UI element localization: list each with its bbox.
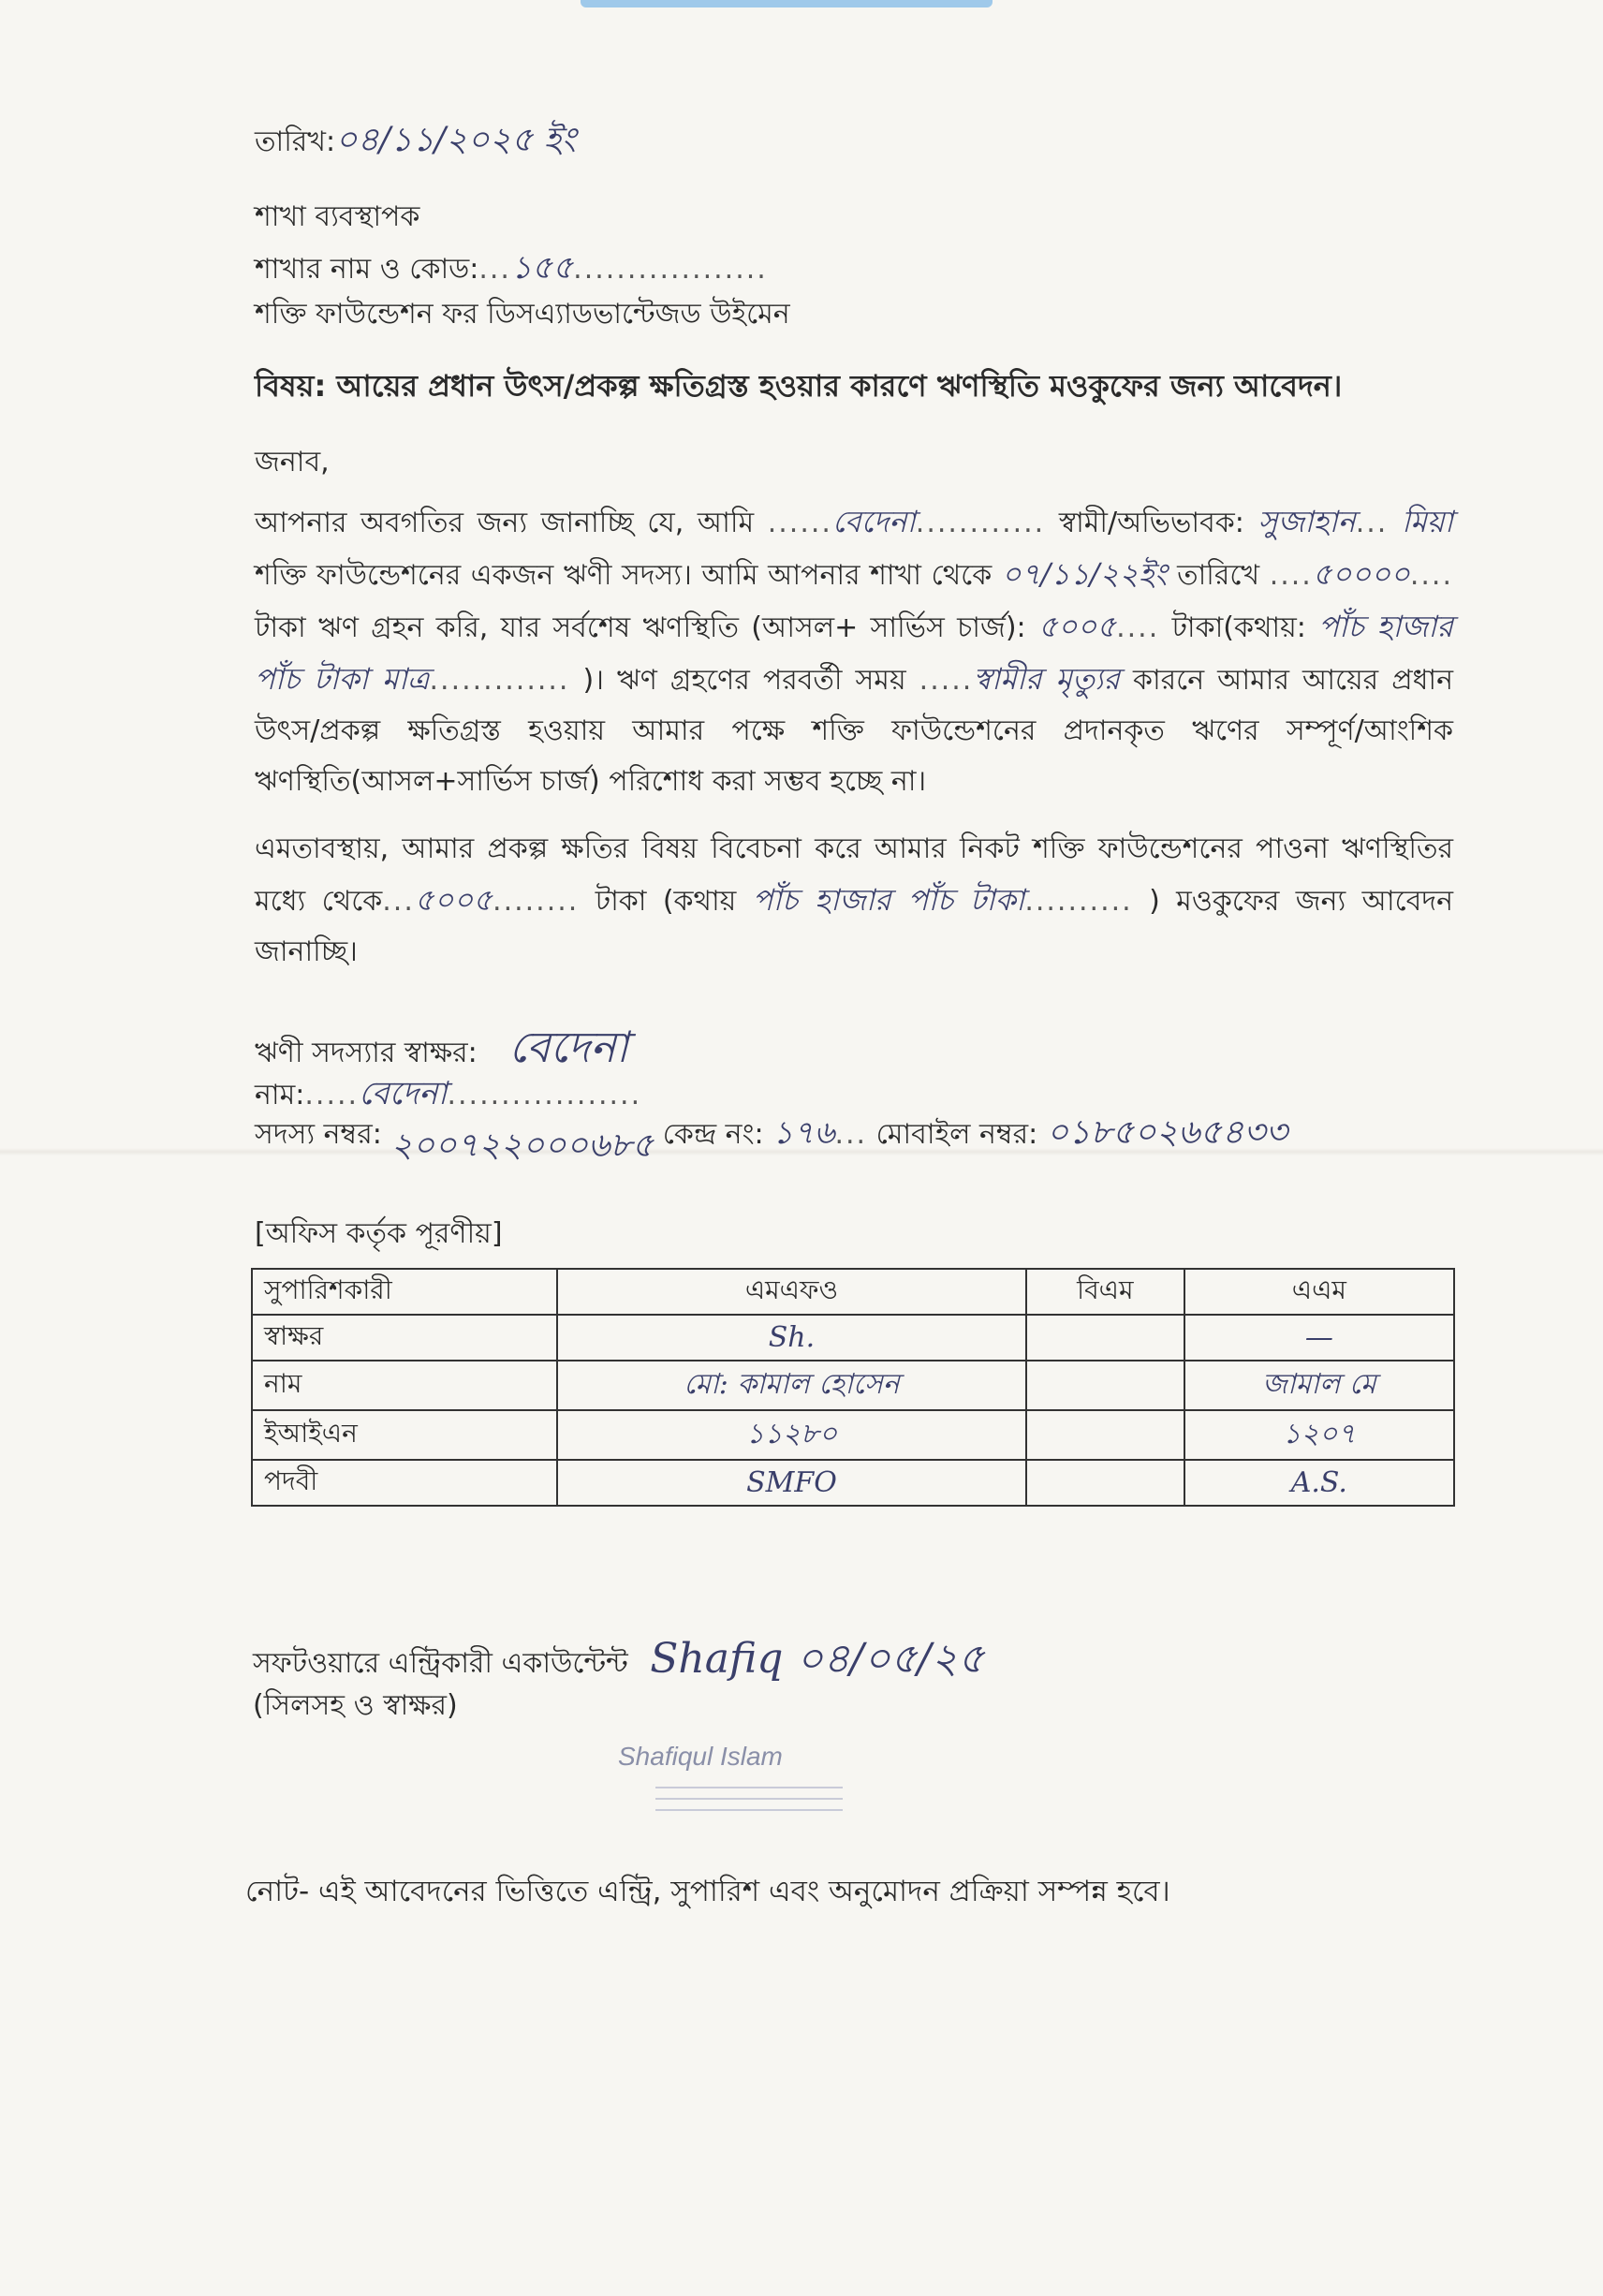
p1-text-h: কারনে আমার আয়ের প্রধান উৎস/প্রকল্প ক্ষতিগ্রস্ত হওয়ায় আমার পক্ষে শক্তি ফাউন্ডেশনের প্রদানকৃত ঋণের সম্পূর্ণ/আংশিক ঋণস্থিতি(আসল+সার্ভিস চার্জ) পরিশোধ করা সম্ভব হচ্ছে না। <box>255 664 1454 798</box>
accountant-line <box>253 1635 985 1683</box>
p1-text-d: তারিখে <box>1177 559 1260 592</box>
balance-hand: ৫০০৫ <box>1037 609 1117 644</box>
addressee-title: শাখা ব্যবস্থাপক <box>255 200 420 233</box>
kendra-number-hand: ১৭৬ <box>772 1114 835 1152</box>
row-label: নাম <box>252 1361 557 1410</box>
bm-ein <box>1026 1410 1184 1460</box>
branch-line: শাখার নাম ও কোড:...১৫৫.................. <box>255 249 768 287</box>
mfo-signature: Sh. <box>557 1315 1026 1361</box>
waive-amount-hand: ৫০০৫ <box>414 882 493 918</box>
date-value: ০৪/১১/২০২৫ ইং <box>335 121 577 159</box>
member-name-line: নাম:.....বেদেনা.................. <box>255 1075 642 1112</box>
office-table-header <box>252 1269 1454 1315</box>
body-paragraph-2: এমতাবস্থায়, আমার প্রকল্প ক্ষতির বিষয় বিবেচনা করে আমার নিকট শক্তি ফাউন্ডেশনের পাওনা ঋণস্থিতির মধ্যে থেকে...৫০০৫........ টাকা (কথায় পাঁচ হাজার পাঁচ টাকা.......... ) মওকুফের জন্য আবেদন জানাচ্ছি। <box>255 832 1453 968</box>
office-section-title: [অফিস কর্তৃক পূরণীয়] <box>255 1217 503 1250</box>
salutation: জনাব, <box>255 446 330 478</box>
balance-words-hand: পাঁচ হাজার পাঁচ টাকা মাত্র <box>255 609 1453 697</box>
am-ein: ১২০৭ <box>1184 1410 1454 1460</box>
body-paragraph-1: আপনার অবগতির জন্য জানাচ্ছি যে, আমি ......বেদেনা............ স্বামী/অভিভাবক: সুজাহান... মিয়া শক্তি ফাউন্ডেশনের একজন ঋণী সদস্য। আমি আপনার শাখা থেকে ০৭/১১/২২ইং তারিখে ....৫০০০০.... টাকা ঋণ গ্রহন করি, যার সর্বশেষ ঋণস্থিতি (আসল+ সার্ভিস চার্জ): ৫০০৫.... টাকা(কথায়: পাঁচ হাজার পাঁচ টাকা মাত্র............. )। ঋণ গ্রহণের পরবর্তী সময় .....স্বামীর মৃত্যুর কারনে আমার আয়ের প্রধান উৎস/প্রকল্প ক্ষতিগ্রস্ত হওয়ায় আমার পক্ষে শক্তি ফাউন্ডেশনের প্রদানকৃত ঋণের সম্পূর্ণ/আংশিক ঋণস্থিতি(আসল+সার্ভিস চার্জ) পরিশোধ করা সম্ভব হচ্ছে না। <box>255 504 1454 798</box>
am-name: জামাল মে <box>1184 1361 1454 1410</box>
subject-line: বিষয়: আয়ের প্রধান উৎস/প্রকল্প ক্ষতিগ্রস্ত হওয়ার কারণে ঋণস্থিতি মওকুফের জন্য আবেদন। <box>255 368 1343 404</box>
bm-signature <box>1026 1315 1184 1361</box>
mfo-name: মো: কামাল হোসেন <box>557 1361 1026 1410</box>
table-row <box>252 1460 1454 1506</box>
footer-note: নোট- এই আবেদনের ভিত্তিতে এন্ট্রি, সুপারিশ এবং অনুমোদন প্রক্রিয়া সম্পন্ন হবে। <box>245 1875 1170 1908</box>
row-label: স্বাক্ষর <box>252 1315 557 1361</box>
office-header-cell: সুপারিশকারী <box>252 1269 557 1315</box>
p2-text-b: টাকা (কথায় <box>595 885 737 918</box>
member-name-label: নাম: <box>255 1079 305 1111</box>
p2-text-a: এমতাবস্থায়, আমার প্রকল্প ক্ষতির বিষয় বিবেচনা করে আমার নিকট শক্তি ফাউন্ডেশনের পাওনা ঋণস্থিতির মধ্যে থেকে <box>255 832 1453 918</box>
table-row <box>252 1410 1454 1460</box>
p1-text-g: )। ঋণ গ্রহণের পরবর্তী সময় <box>582 664 906 697</box>
p1-text-c: শক্তি ফাউন্ডেশনের একজন ঋণী সদস্য। আমি আপনার শাখা থেকে <box>255 559 993 592</box>
accountant-stamp: Shafiqul Islam <box>618 1742 783 1771</box>
applicant-name-hand: বেদেনা <box>831 504 916 539</box>
stamp-faded-lines <box>655 1777 843 1820</box>
member-number-line: সদস্য নম্বর: ২০০৭২২০০০৬৮৫ কেন্দ্র নং: ১৭৬... মোবাইল নম্বর: ০১৮৫০২৬৫৪৩৩ <box>255 1113 1287 1165</box>
p1-text-b: স্বামী/অভিভাবক: <box>1058 507 1244 539</box>
loan-amount-hand: ৫০০০০ <box>1312 556 1410 592</box>
bm-name <box>1026 1361 1184 1410</box>
branch-label: শাখার নাম ও কোড: <box>255 253 479 286</box>
date-line <box>255 122 576 161</box>
member-number-label: সদস্য নম্বর: <box>255 1118 382 1151</box>
office-header-cell: এমএফও <box>557 1269 1026 1315</box>
member-name-hand: বেদেনা <box>359 1075 448 1112</box>
branch-code: ১৫৫ <box>510 249 574 287</box>
mobile-label: মোবাইল নম্বর: <box>875 1118 1038 1151</box>
p1-text-f: টাকা(কথায়: <box>1171 611 1306 644</box>
table-row <box>252 1315 1454 1361</box>
mfo-designation: SMFO <box>557 1460 1026 1506</box>
member-signature-line <box>255 1022 629 1072</box>
p2-text-c: ) মওকুফের জন্য আবেদন জানাচ্ছি। <box>255 885 1453 968</box>
date-label: তারিখ: <box>255 125 336 158</box>
office-header-cell: এএম <box>1184 1269 1454 1315</box>
loan-date-hand: ০৭/১১/২২ইং <box>1001 556 1168 592</box>
waive-words-hand: পাঁচ হাজার পাঁচ টাকা <box>752 882 1025 918</box>
accountant-label: সফটওয়ারে এন্ট্রিকারী একাউন্টেন্ট <box>253 1647 628 1680</box>
guardian-suffix-hand: মিয়া <box>1401 504 1453 539</box>
mobile-number-hand: ০১৮৫০২৬৫৪৩৩ <box>1046 1113 1287 1152</box>
bm-designation <box>1026 1460 1184 1506</box>
organization-name: শক্তি ফাউন্ডেশন ফর ডিসএ্যাডভান্টেজড উইমেন <box>255 298 790 331</box>
member-signature-hand: বেদেনা <box>508 1022 629 1072</box>
member-signature-label: ঋণী সদস্যার স্বাক্ষর: <box>255 1037 478 1069</box>
p1-text-a: আপনার অবগতির জন্য জানাচ্ছি যে, আমি <box>255 507 755 539</box>
row-label: পদবী <box>252 1460 557 1506</box>
member-number-hand: ২০০৭২২০০০৬৮৫ <box>390 1126 654 1165</box>
table-row <box>252 1361 1454 1410</box>
mfo-ein: ১১২৮০ <box>557 1410 1026 1460</box>
kendra-label: কেন্দ্র নং: <box>662 1118 764 1151</box>
am-signature: — <box>1184 1315 1454 1361</box>
reason-hand: স্বামীর মৃত্যুর <box>973 661 1120 697</box>
guardian-name-hand: সুজাহান <box>1257 504 1356 539</box>
p1-text-e: টাকা ঋণ গ্রহন করি, যার সর্বশেষ ঋণস্থিতি (আসল+ সার্ভিস চার্জ): <box>255 611 1026 644</box>
accountant-signature-hand: Shafiq ০৪/০৫/২৫ <box>650 1635 985 1683</box>
office-table <box>251 1268 1455 1507</box>
office-header-cell: বিএম <box>1026 1269 1184 1315</box>
accountant-seal-note: (সিলসহ ও স্বাক্ষর) <box>253 1689 458 1722</box>
am-designation: A.S. <box>1184 1460 1454 1506</box>
row-label: ইআইএন <box>252 1410 557 1460</box>
